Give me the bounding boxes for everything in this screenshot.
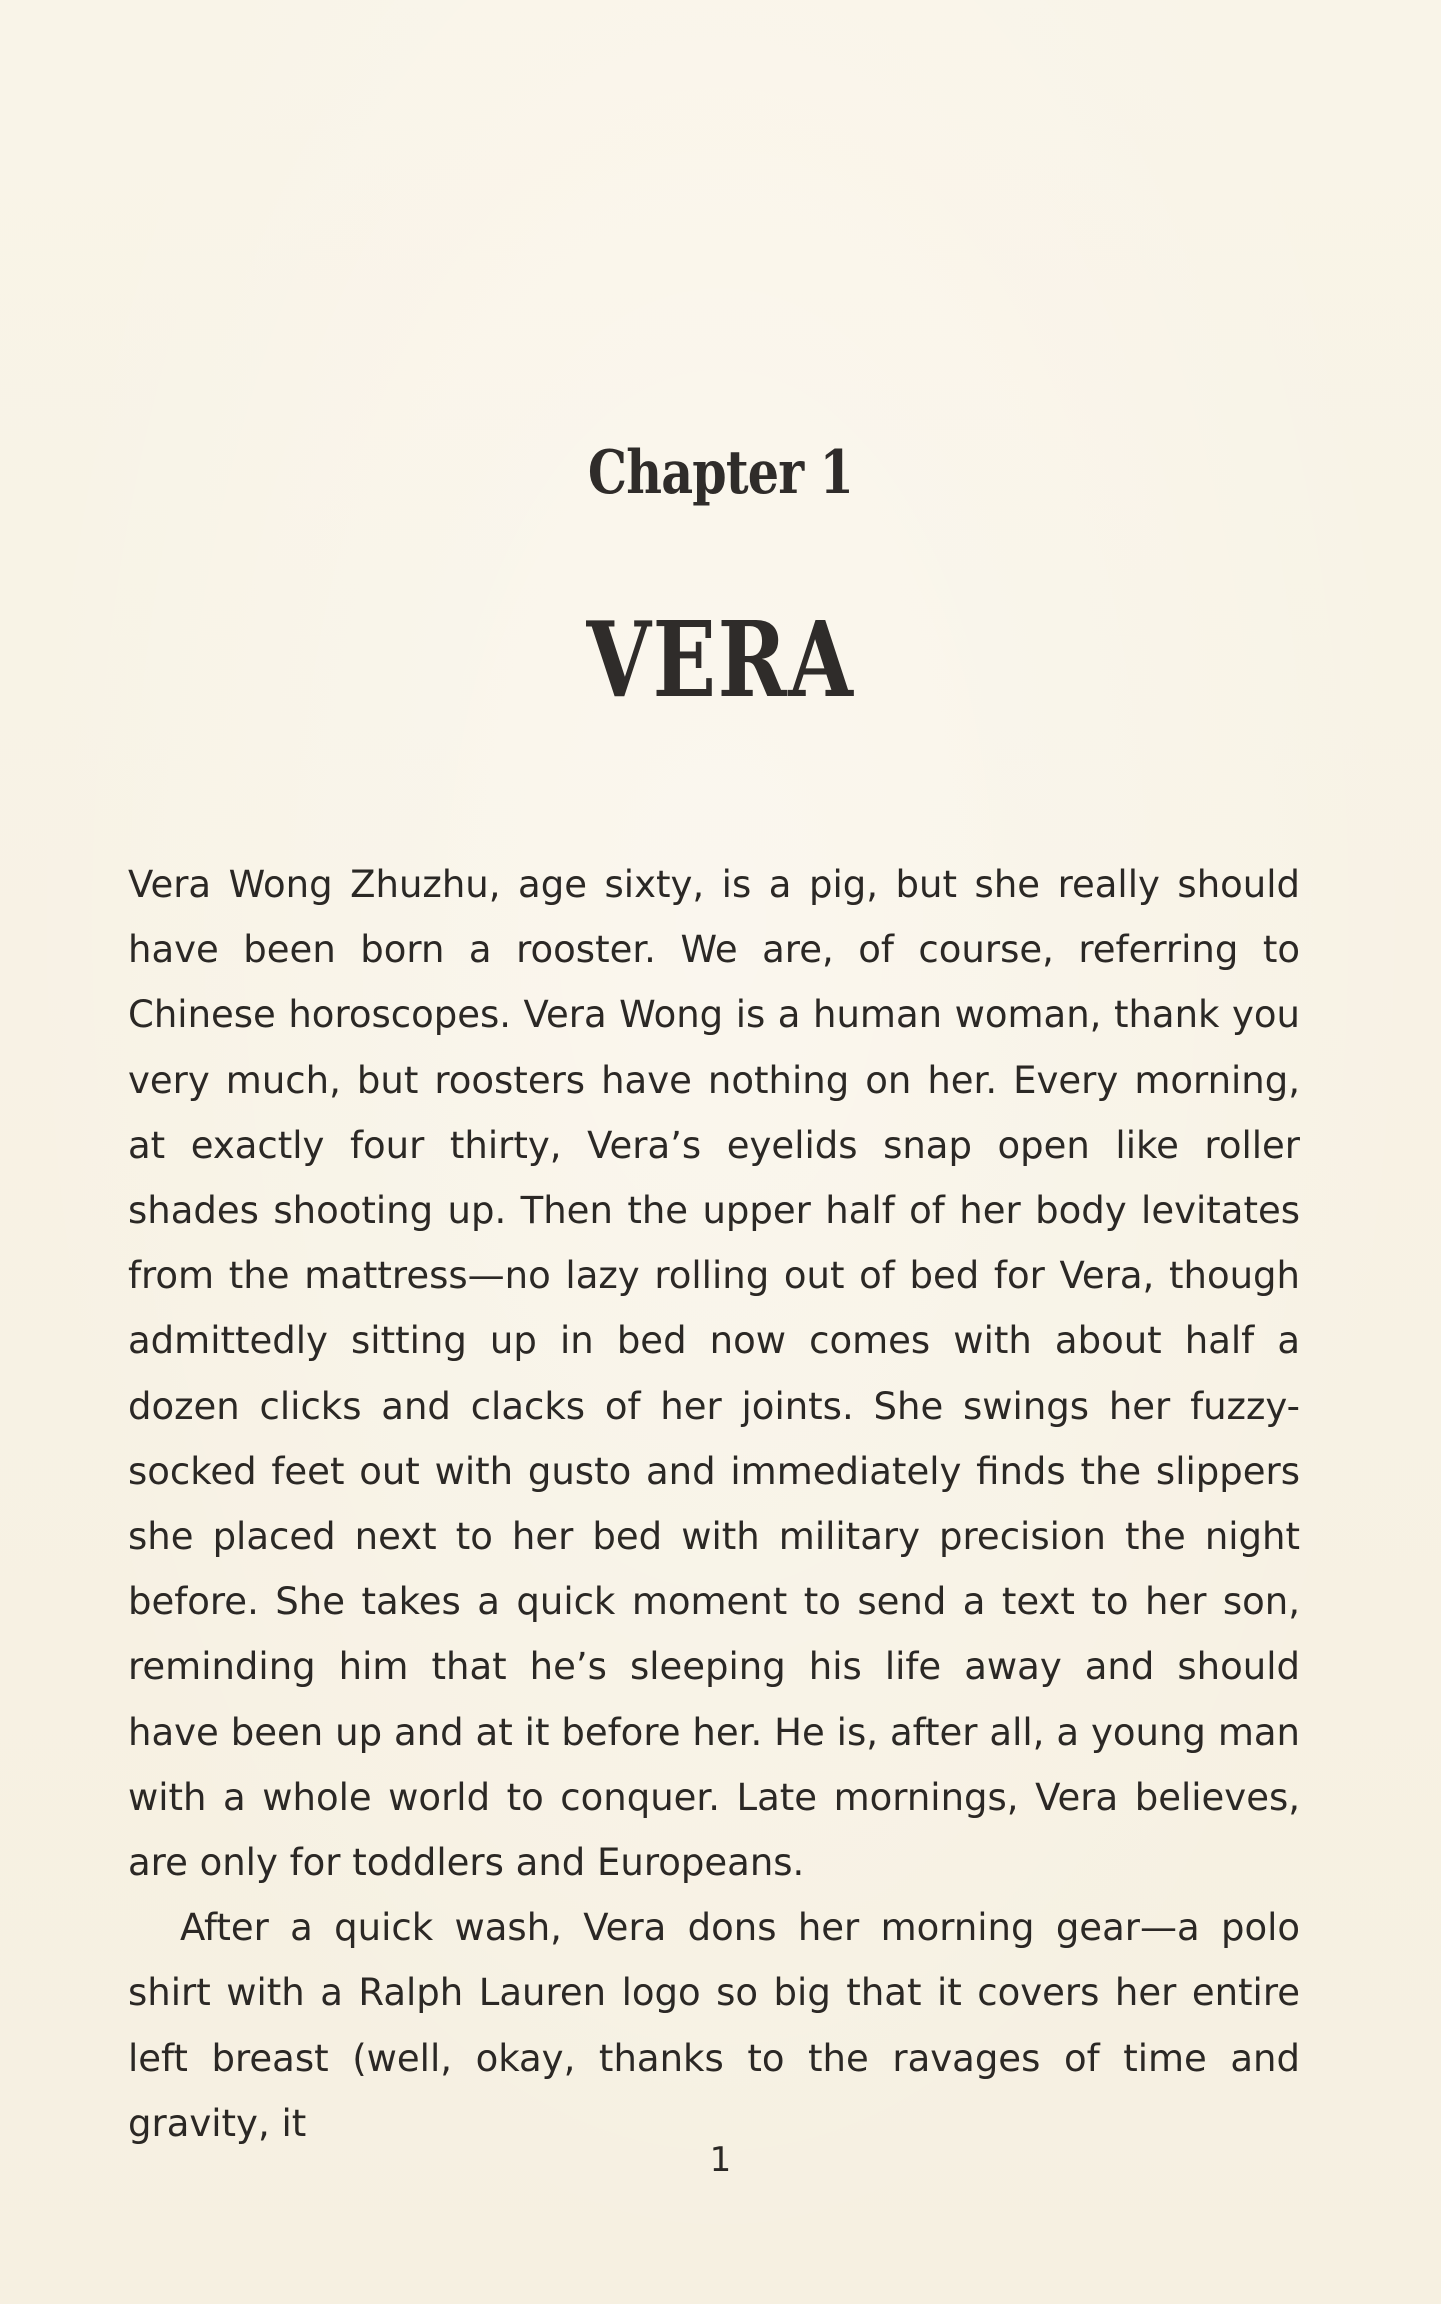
paragraph-1: Vera Wong Zhuzhu, age sixty, is a pig, but she really should have been born a rooster. We are, of course, referring to Chinese horoscopes. Vera Wong is a human woman, thank you very much, but roosters have nothing on her. Every morning, at exactly four thirty, Vera’s eyelids snap open like roller shades shooting up. Then the upper half of her body levitates from the mattress—no lazy rolling out of bed for Vera, though admittedly sitting up in bed now comes with about half a dozen clicks and clacks of her joints. She swings her fuzzy-socked feet out with gusto and immediately finds the slippers she placed next to her bed with military precision the night before. She takes a quick moment to send a text to her son, reminding him that he’s sleeping his life away and should have been up and at it before her. He is, after all, a young man with a whole world to conquer. Late mornings, Vera believes, are only for toddlers and Europeans. [128, 863, 1300, 1885]
chapter-label: Chapter 1 [587, 438, 854, 508]
page-number: 1 [709, 2140, 732, 2180]
body-text [128, 852, 1300, 2156]
paragraph-2: After a quick wash, Vera dons her morning gear—a polo shirt with a Ralph Lauren logo so big that it covers her entire left breast (well, okay, thanks to the ravages of time and gravity, it [128, 1906, 1300, 2145]
chapter-title: VERA [586, 598, 855, 721]
